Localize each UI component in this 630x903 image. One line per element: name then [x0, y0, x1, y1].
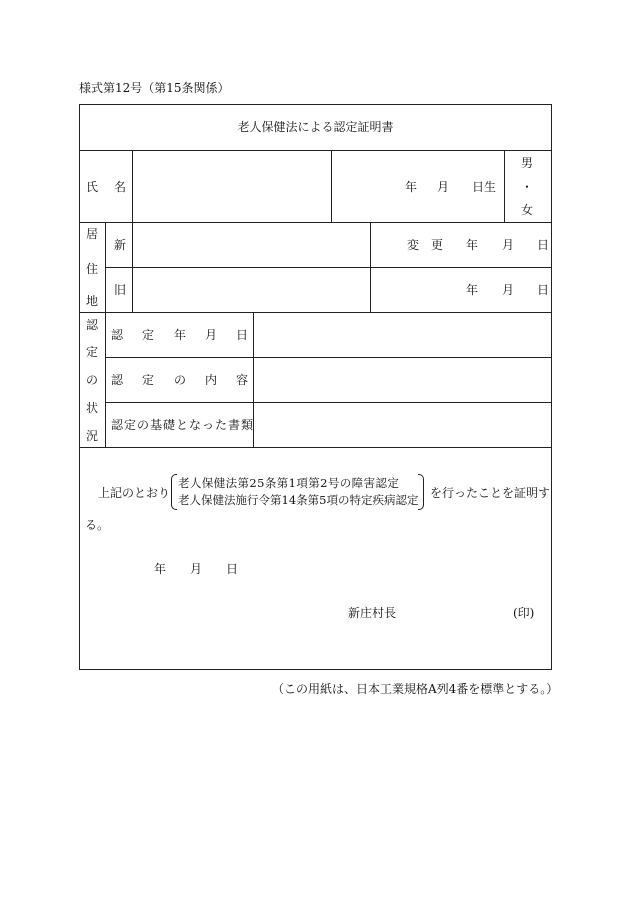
cert-date-label-char: 年 [174, 328, 187, 342]
divider-title [80, 150, 551, 151]
cert-content-label-char: 内 [205, 373, 218, 387]
dob-month-label: 月 [437, 180, 450, 194]
right-bracket [418, 474, 424, 510]
issue-month-label: 月 [190, 562, 203, 576]
old-month-label: 月 [502, 283, 515, 297]
divider-name [80, 222, 551, 223]
divider-status-1 [105, 357, 551, 358]
name-label-divider [132, 150, 133, 222]
issuer-title: 新庄村長 [348, 606, 397, 620]
cert-option-1: 老人保健法第25条第1項第2号の障害認定 [178, 476, 400, 490]
seal-mark: (印) [513, 606, 535, 620]
cert-content-label-char: 容 [236, 373, 249, 387]
divider-status-end [80, 447, 551, 448]
residence-date-divider [370, 222, 371, 312]
cert-content-label-char: 定 [142, 373, 155, 387]
form-title: 老人保健法による認定証明書 [237, 120, 394, 134]
cert-tail-text: を行ったことを証明す [430, 486, 551, 500]
dob-day-label: 日生 [472, 180, 497, 194]
cert-date-label-char: 月 [205, 328, 218, 342]
old-year-label: 年 [466, 283, 479, 297]
residence-old-label: 旧 [114, 283, 127, 297]
issue-year-label: 年 [154, 562, 167, 576]
sex-female-option[interactable]: 女 [521, 203, 534, 217]
residence-new-label: 新 [114, 238, 127, 252]
sex-male-option[interactable]: 男 [521, 156, 534, 170]
dob-sex-divider [504, 150, 505, 222]
cert-tail-text-2: る。 [85, 518, 110, 532]
section-label-divider [105, 222, 106, 447]
cert-content-label-char: の [174, 373, 187, 387]
change-label-1: 変 [407, 238, 420, 252]
status-label-char: の [86, 373, 99, 387]
name-label-1: 氏 [86, 180, 99, 194]
sex-separator: ・ [521, 180, 534, 194]
cert-date-label-char: 定 [142, 328, 155, 342]
certificate-form [79, 104, 552, 670]
divider-residence [105, 267, 551, 268]
cert-date-label-char: 日 [236, 328, 249, 342]
change-year-label: 年 [466, 238, 479, 252]
cert-date-label-char: 認 [111, 328, 124, 342]
name-label-2: 名 [114, 180, 127, 194]
divider-status-2 [105, 402, 551, 403]
cert-content-label-char: 認 [111, 373, 124, 387]
divider-residence-end [80, 312, 551, 313]
change-month-label: 月 [502, 238, 515, 252]
name-dob-divider [331, 150, 332, 222]
cert-lead-text: 上記のとおり [98, 486, 171, 500]
change-day-label: 日 [537, 238, 550, 252]
cert-option-2: 老人保健法施行令第14条第5項の特定疾病認定 [178, 493, 419, 507]
dob-year-label: 年 [405, 180, 418, 194]
footnote: （この用紙は、日本工業規格A列4番を標準とする。） [272, 682, 559, 696]
residence-label-char: 地 [86, 294, 99, 308]
issue-day-label: 日 [226, 562, 239, 576]
status-label-char: 況 [86, 429, 99, 443]
residence-sub-divider [132, 222, 133, 312]
change-label-2: 更 [431, 238, 444, 252]
old-day-label: 日 [537, 283, 550, 297]
status-label-char: 定 [86, 345, 99, 359]
status-label-char: 認 [86, 318, 99, 332]
residence-label-char: 居 [86, 227, 99, 241]
cert-basis-label: 認定の基礎となった書類 [111, 418, 255, 432]
residence-label-char: 住 [86, 262, 99, 276]
status-label-char: 状 [86, 401, 99, 415]
left-bracket [171, 474, 177, 510]
form-number: 様式第12号（第15条関係） [79, 81, 230, 95]
